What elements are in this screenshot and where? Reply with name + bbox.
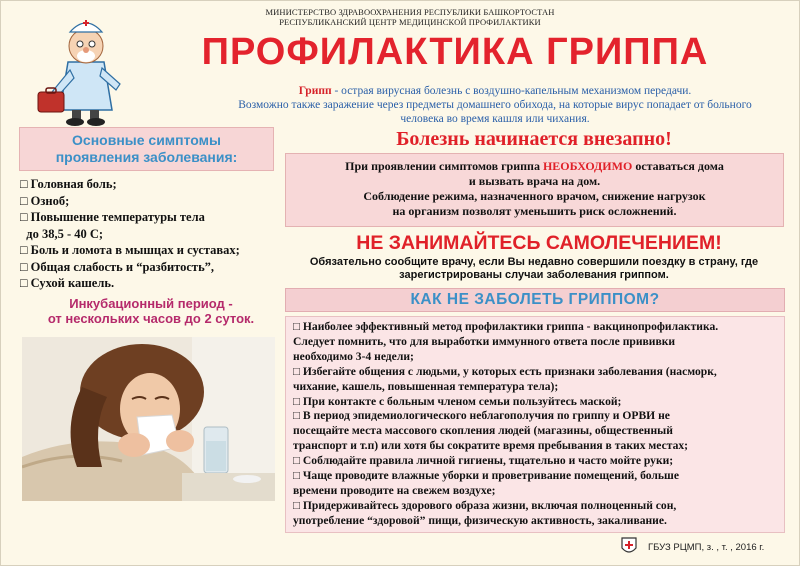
onset-advice-line-1 <box>286 154 783 174</box>
prevention-title: КАК НЕ ЗАБОЛЕТЬ ГРИППОМ? <box>410 291 660 308</box>
intro-line-2: Возможно также заражение через предметы домашнего обихода, на которые вирус попадает от больного <box>238 99 752 111</box>
prevention-box <box>285 316 785 533</box>
prevention-line: □ Чаще проводите влажные уборки и проветривание помещений, больше <box>293 469 679 483</box>
poster-title: ПРОФИЛАКТИКА ГРИППА <box>201 31 709 73</box>
necessary-emphasis: НЕОБХОДИМО <box>542 159 633 173</box>
prevention-line: □ Избегайте общения с людьми, у которых есть признаки заболевания (насморк, <box>293 364 717 378</box>
symptom-item: □ Боль и ломота в мышцах и суставах; <box>20 243 240 257</box>
no-self-treatment-heading: НЕ ЗАНИМАЙТЕСЬ САМОЛЕЧЕНИЕМ! <box>356 232 722 254</box>
symptoms-title-line-2: проявления заболевания: <box>55 149 238 165</box>
onset-advice-text: оставаться дома <box>632 159 724 173</box>
symptoms-list <box>20 176 280 292</box>
prevention-line: □ В период эпидемиологического неблагополучия по гриппу и ОРВИ не <box>293 409 670 423</box>
symptoms-title-box <box>19 127 274 171</box>
sudden-onset-heading: Болезнь начинается внезапно! <box>396 128 672 150</box>
onset-advice-line-4: на организм позволят уменьшить риск осложнений. <box>392 204 677 218</box>
ministry-line-1: МИНИСТЕРСТВО ЗДРАВООХРАНЕНИЯ РЕСПУБЛИКИ БАШКОРТОСТАН <box>265 7 555 17</box>
prevention-title-bar <box>285 288 785 312</box>
symptom-item: до 38,5 - 40 С; <box>20 226 104 241</box>
organization-logo-icon <box>620 536 638 556</box>
symptom-item: □ Головная боль; <box>20 177 117 191</box>
prevention-line: Следует помнить, что для выработки иммунного ответа после прививки <box>293 334 676 348</box>
intro-flu-word: Грипп <box>298 85 332 97</box>
symptoms-title-line-1: Основные симптомы <box>72 132 221 148</box>
onset-advice-box <box>285 153 784 227</box>
prevention-line: □ Соблюдайте правила личной гигиены, тщательно и часто мойте руки; <box>293 454 674 468</box>
travel-notice-line-2: зарегистрированы случаи заболевания гриппом. <box>399 269 669 281</box>
prevention-line: □ Придерживайтесь здорового образа жизни, включая полноценный сон, <box>293 498 677 512</box>
doctor-mascot-illustration <box>30 10 155 127</box>
symptom-item: □ Сухой кашель. <box>20 276 115 290</box>
symptom-item: □ Повышение температуры тела <box>20 210 205 224</box>
prevention-line: □ Наиболее эффективный метод профилактики гриппа - вакцинопрофилактика. <box>293 320 719 333</box>
ministry-line-2: РЕСПУБЛИКАНСКИЙ ЦЕНТР МЕДИЦИНСКОЙ ПРОФИЛАКТИКИ <box>279 17 541 27</box>
prevention-line: времени проводите на свежем воздухе; <box>293 483 496 497</box>
prevention-line: чихание, кашель, повышенная температура тела); <box>293 379 559 393</box>
intro-line-3: человека во время кашля или чихания. <box>400 113 590 125</box>
symptoms-title <box>20 128 273 166</box>
intro-line-1: - острая вирусная болезнь с воздушно-капельным механизмом передачи. <box>331 85 692 97</box>
incubation-line-2: от нескольких часов до 2 суток. <box>47 311 255 326</box>
sick-woman-photo <box>22 337 275 501</box>
sick-woman-illustration <box>22 337 275 501</box>
prevention-line: □ При контакте с больным членом семьи пользуйтесь маской; <box>293 394 622 408</box>
onset-advice-text: При проявлении симптомов гриппа <box>345 159 543 173</box>
travel-notice-line-1: Обязательно сообщите врачу, если Вы недавно совершили поездку в страну, где <box>309 256 759 268</box>
prevention-line: необходимо 3-4 недели; <box>293 349 414 363</box>
symptom-item: □ Общая слабость и “разбитость”, <box>20 259 215 274</box>
prevention-line: посещайте места массового скопления людей (магазины, общественный <box>293 424 673 438</box>
onset-advice-line-2: и вызвать врача на дом. <box>468 174 601 188</box>
prevention-list <box>286 317 784 529</box>
incubation-period <box>20 296 282 326</box>
prevention-line: транспорт и т.п) или хотя бы сократите время пребывания в таких местах; <box>293 439 689 453</box>
symptom-item: □ Озноб; <box>20 193 70 208</box>
onset-advice-line-3: Соблюдение режима, назначенного врачом, снижение нагрузок <box>363 189 706 203</box>
ministry-header <box>210 7 610 27</box>
intro-text <box>205 84 785 126</box>
travel-notice <box>284 256 784 282</box>
footer-credit: ГБУЗ РЦМП, з. , т. , 2016 г. <box>648 542 765 553</box>
incubation-line-1: Инкубационный период - <box>69 296 233 311</box>
prevention-line: употребление “здоровой” пищи, физическую активность, закаливание. <box>293 513 667 527</box>
